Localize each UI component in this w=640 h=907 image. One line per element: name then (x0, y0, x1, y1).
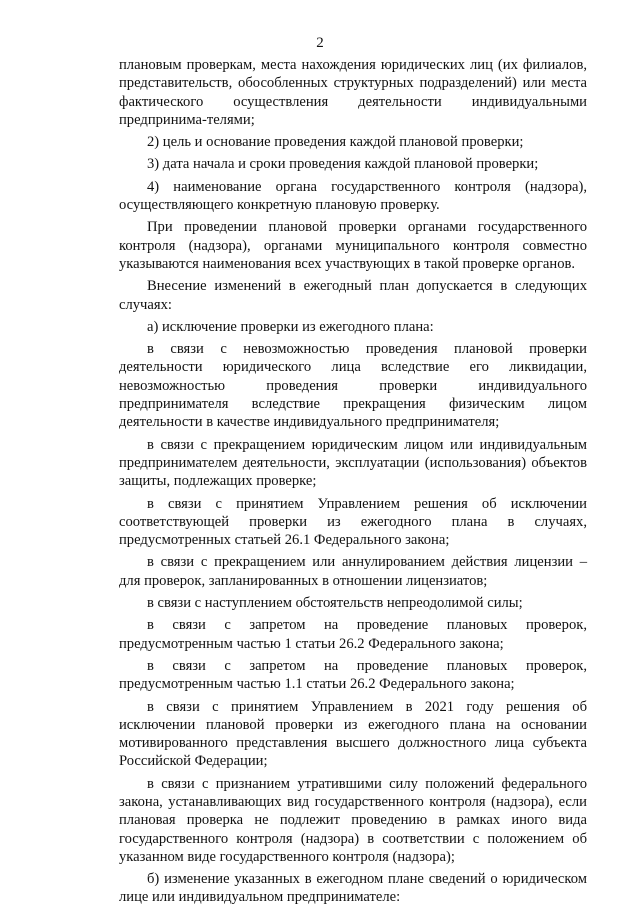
paragraph-8: в связи с невозможностью проведения плановой проверки деятельности юридического лица вследствие его ликвидации, невозможностью проведения проверки индивидуального предпринимателя вследствие прекращения физическим лицом деятельности в качестве индивидуального предпринимателя; (119, 341, 587, 431)
paragraph-17: б) изменение указанных в ежегодном плане сведений о юридическом лице или индивидуальном предпринимателе: (119, 871, 587, 906)
paragraph-16: в связи с признанием утратившими силу положений федерального закона, устанавливающих вид государственного контроля (надзора), если плановая проверка не подлежит проведению в рамках иного вида государственного контроля (надзора) в соответствии с положением об указанном виде государственного контроля (надзора); (119, 775, 587, 865)
paragraph-7: а) исключение проверки из ежегодного плана: (147, 318, 434, 335)
paragraph-11: в связи с прекращением или аннулированием действия лицензии – для проверок, запланированных в отношении лицензиатов; (119, 554, 587, 589)
document-body (119, 56, 587, 907)
paragraph-2: 2) цель и основание проведения каждой плановой проверки; (147, 134, 524, 151)
paragraph-1: плановым проверкам, места нахождения юридических лиц (их филиалов, представительств, обособленных структурных подразделений) или места фактического осуществления деятельности индивидуальными предпринима-телями; (119, 57, 587, 128)
paragraph-3: 3) дата начала и сроки проведения каждой плановой проверки; (147, 156, 539, 173)
paragraph-10: в связи с принятием Управлением решения об исключении соответствующей проверки из ежегодного плана в случаях, предусмотренных статьей 26.1 Федерального закона; (119, 495, 587, 549)
paragraph-4: 4) наименование органа государственного контроля (надзора), осуществляющего конкретную плановую проверку. (119, 178, 587, 214)
page-number: 2 (316, 35, 324, 51)
paragraph-13: в связи с запретом на проведение плановых проверок, предусмотренным частью 1 статьи 26.2 Федерального закона; (119, 617, 587, 652)
paragraph-14: в связи с запретом на проведение плановых проверок, предусмотренным частью 1.1 статьи 26.2 Федерального закона; (119, 657, 587, 693)
paragraph-12: в связи с наступлением обстоятельств непреодолимой силы; (147, 595, 523, 612)
paragraph-15: в связи с принятием Управлением в 2021 году решения об исключении плановой проверки из ежегодного плана на основании мотивированного представления высшего должностного лица субъекта Российской Федерации; (119, 698, 587, 770)
paragraph-5: При проведении плановой проверки органами государственного контроля (надзора), органами муниципального контроля совместно указываются наименования всех участвующих в такой проверке органов. (119, 219, 587, 272)
paragraph-6: Внесение изменений в ежегодный план допускается в следующих случаях: (119, 278, 587, 313)
paragraph-9: в связи с прекращением юридическим лицом или индивидуальным предпринимателем деятельности, эксплуатации (использования) объектов защиты, подлежащих проверке; (119, 436, 587, 490)
